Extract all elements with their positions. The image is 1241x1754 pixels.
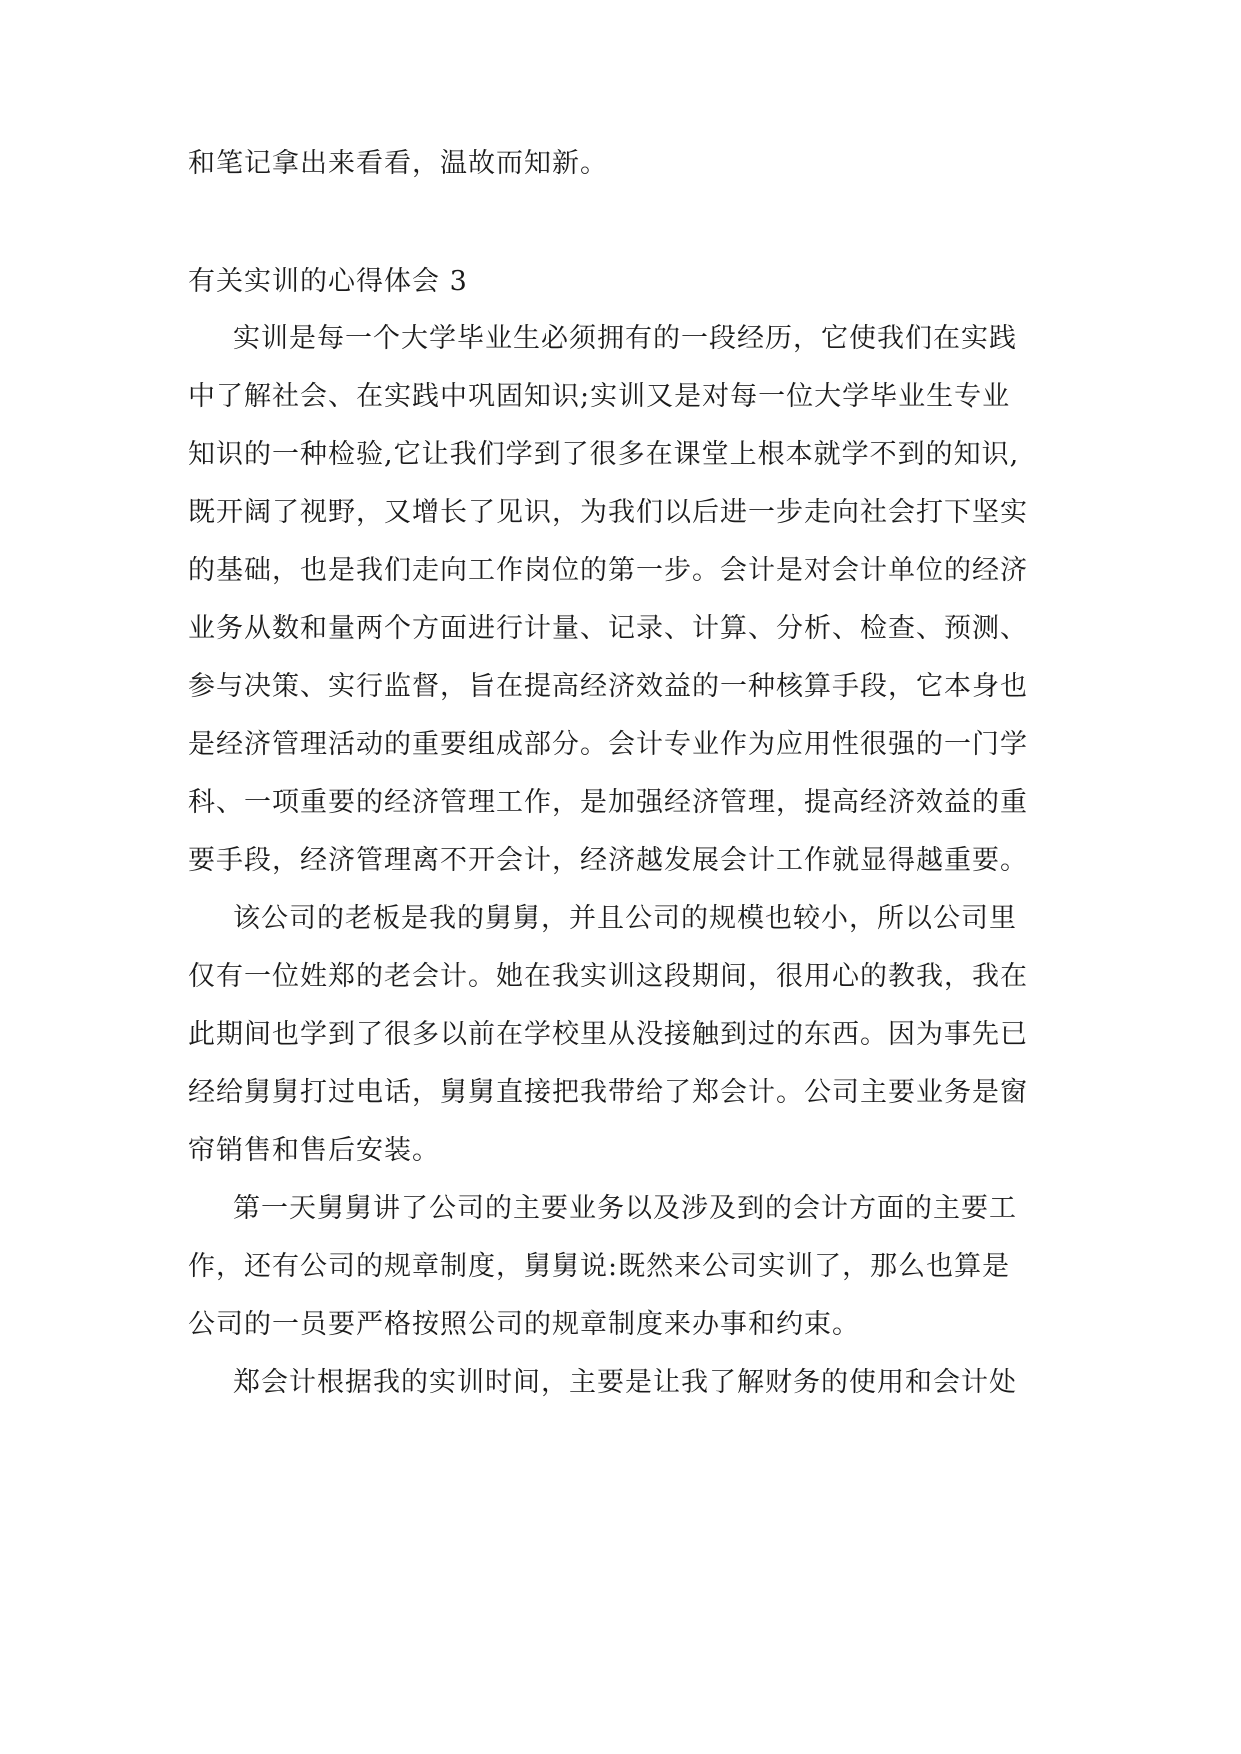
- paragraph-line: 该公司的老板是我的舅舅，并且公司的规模也较小，所以公司里: [233, 903, 1017, 934]
- paragraph-line: 帘销售和售后安装。: [188, 1135, 440, 1166]
- paragraph-line: 郑会计根据我的实训时间，主要是让我了解财务的使用和会计处: [233, 1367, 1017, 1398]
- paragraph-line: 第一天舅舅讲了公司的主要业务以及涉及到的会计方面的主要工: [233, 1193, 1017, 1224]
- paragraph-line: 科、一项重要的经济管理工作，是加强经济管理，提高经济效益的重: [188, 787, 1028, 818]
- paragraph-line: 要手段，经济管理离不开会计，经济越发展会计工作就显得越重要。: [188, 845, 1028, 876]
- paragraph-line: 作，还有公司的规章制度，舅舅说:既然来公司实训了，那么也算是: [188, 1251, 1011, 1282]
- paragraph-line: 的基础，也是我们走向工作岗位的第一步。会计是对会计单位的经济: [188, 555, 1028, 586]
- paragraph-line: 既开阔了视野，又增长了见识，为我们以后进一步走向社会打下坚实: [188, 497, 1028, 528]
- paragraph-line: 实训是每一个大学毕业生必须拥有的一段经历，它使我们在实践: [233, 323, 1017, 354]
- paragraph-line: 是经济管理活动的重要组成部分。会计专业作为应用性很强的一门学: [188, 729, 1028, 760]
- paragraph-line: 经给舅舅打过电话，舅舅直接把我带给了郑会计。公司主要业务是窗: [188, 1077, 1028, 1108]
- paragraph-line: 公司的一员要严格按照公司的规章制度来办事和约束。: [188, 1309, 860, 1340]
- paragraph-line: 业务从数和量两个方面进行计量、记录、计算、分析、检查、预测、: [188, 613, 1028, 644]
- section-heading: 有关实训的心得体会 3: [188, 266, 468, 297]
- paragraph-line: 知识的一种检验,它让我们学到了很多在课堂上根本就学不到的知识,: [188, 439, 1020, 470]
- paragraph-line: 中了解社会、在实践中巩固知识;实训又是对每一位大学毕业生专业: [188, 381, 1011, 412]
- text-line: 和笔记拿出来看看，温故而知新。: [188, 148, 608, 179]
- paragraph-line: 参与决策、实行监督，旨在提高经济效益的一种核算手段，它本身也: [188, 671, 1028, 702]
- paragraph-line: 仅有一位姓郑的老会计。她在我实训这段期间，很用心的教我，我在: [188, 961, 1028, 992]
- paragraph-line: 此期间也学到了很多以前在学校里从没接触到过的东西。因为事先已: [188, 1019, 1028, 1050]
